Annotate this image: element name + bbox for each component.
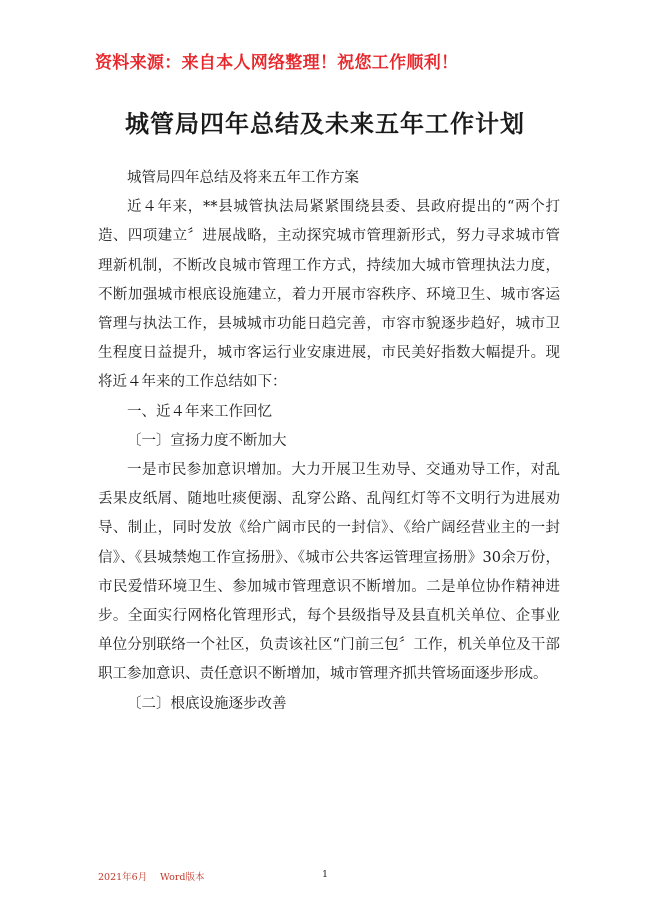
subsection-heading: 〔一〕宣扬力度不断加大: [127, 432, 287, 449]
footer-edition: Word版本: [160, 872, 205, 883]
intro-paragraph: 近４年来，**县城管执法局紧紧围绕县委、县政府提出的“两个打造、四项建立〞进展战略，主动探究城市管理新形式，努力寻求城市管理新机制，不断改良城市管理工作方式，持续加大城市管理执法力度，不断加强城市根底设施建立，着力开展市容秩序、环境卫生、城市客运管理与执法工作，县城城市功能日趋完善，市容市貌逐步趋好，城市卫生程度日益提升，城市客运行业安康进展，市民美好指数大幅提升。现将近４年来的工作总结如下：: [98, 199, 560, 391]
body-paragraph: 一是市民参加意识增加。大力开展卫生劝导、交通劝导工作，对乱丢果皮纸屑、随地吐痰便溺、乱穿公路、乱闯红灯等不文明行为进展劝导、制止，同时发放《给广阔市民的一封信》、《给广阔经营业主的一封信》、《县城禁炮工作宣扬册》、《城市公共客运管理宣扬册》30余万份，市民爱惜环境卫生、参加城市管理意识不断增加。二是单位协作精神进步。全面实行网格化管理形式，每个县级指导及县直机关单位、企事业单位分别联络一个社区，负责该社区“门前三包〞工作，机关单位及干部职工参加意识、责任意识不断增加，城市管理齐抓共管场面逐步形成。: [98, 462, 560, 683]
section-heading: 一、近４年来工作回忆: [127, 403, 272, 420]
subsection-heading: 〔二〕根底设施逐步改善: [127, 695, 287, 712]
document-title: 城管局四年总结及未来五年工作计划: [125, 109, 525, 138]
subtitle-paragraph: 城管局四年总结及将来五年工作方案: [127, 170, 359, 186]
source-banner: 资料来源：来自本人网络整理！祝您工作顺利！: [95, 53, 459, 73]
page-footer: [98, 869, 568, 885]
footer-date: 2021年6月: [98, 872, 148, 883]
document-body: [98, 164, 560, 719]
page-number: 1: [322, 869, 329, 880]
